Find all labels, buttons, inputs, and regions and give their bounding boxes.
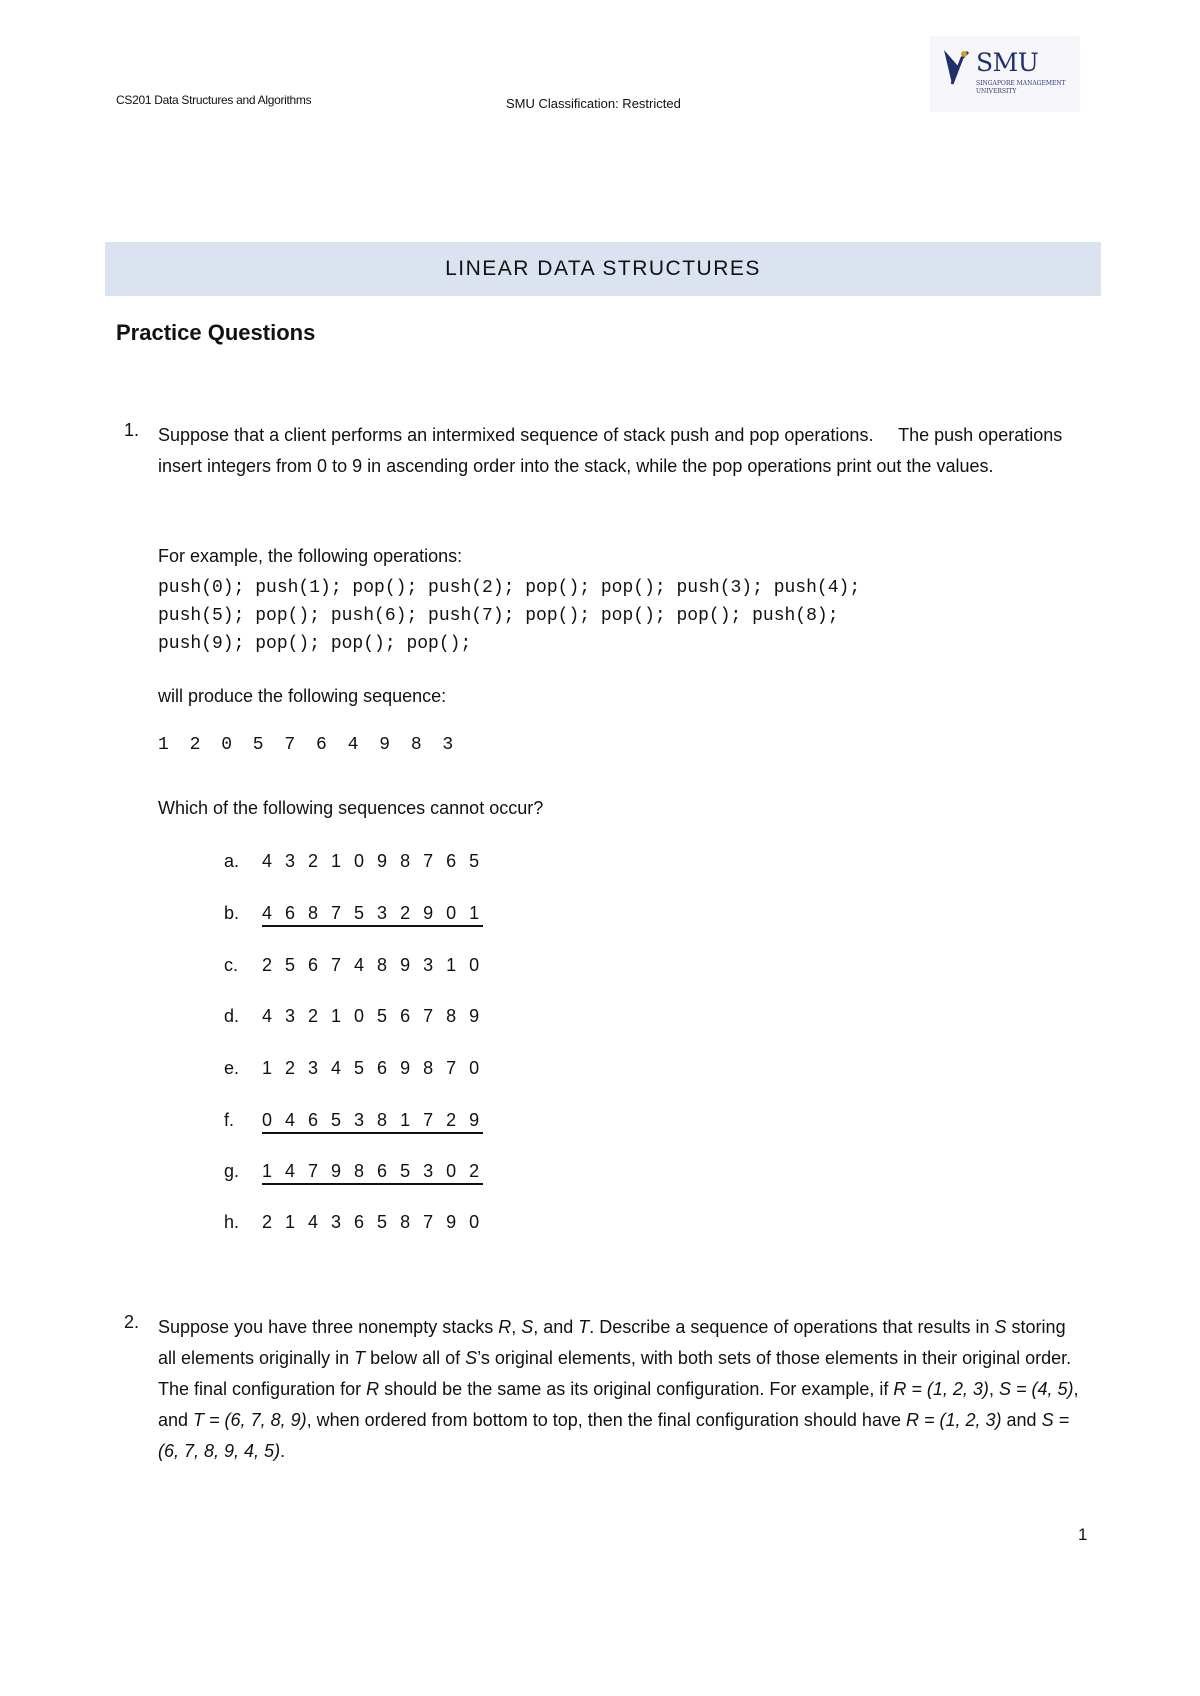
option-sequence: 4 3 2 1 0 5 6 7 8 9 bbox=[262, 1006, 484, 1026]
option-letter: g. bbox=[224, 1161, 240, 1181]
option-letter: d. bbox=[224, 1006, 240, 1026]
example-sequence: 1 2 0 5 7 6 4 9 8 3 bbox=[158, 735, 459, 755]
option-sequence: 2 1 4 3 6 5 8 7 9 0 bbox=[262, 1212, 484, 1232]
option-letter: c. bbox=[224, 955, 239, 975]
header-course: CS201 Data Structures and Algorithms bbox=[116, 93, 312, 107]
option-sequence-underlined: 0 4 6 5 3 8 1 7 2 9 bbox=[262, 1110, 483, 1134]
code-block bbox=[158, 574, 860, 658]
smu-logo bbox=[930, 36, 1080, 112]
option-c bbox=[224, 955, 483, 976]
question-prompt: Which of the following sequences cannot occur? bbox=[158, 798, 544, 818]
option-sequence: 1 2 3 4 5 6 9 8 7 0 bbox=[262, 1058, 484, 1078]
section-title: Practice Questions bbox=[116, 320, 316, 345]
document-title: LINEAR DATA STRUCTURES bbox=[105, 242, 1101, 296]
option-a bbox=[224, 851, 483, 872]
question-1-text: Suppose that a client performs an intermixed sequence of stack push and pop operations. The push operations insert integers from 0 to 9 in ascending order into the stack, while the pop operations print out the values. bbox=[158, 425, 1068, 476]
header-classification: SMU Classification: Restricted bbox=[506, 96, 681, 111]
page-number: 1 bbox=[1078, 1525, 1088, 1544]
smu-crest-icon bbox=[938, 44, 974, 96]
option-letter: e. bbox=[224, 1058, 240, 1078]
option-b bbox=[224, 903, 483, 927]
produce-text: will produce the following sequence: bbox=[158, 686, 447, 706]
question-2-number: 2. bbox=[124, 1312, 140, 1332]
option-g bbox=[224, 1161, 483, 1185]
option-e bbox=[224, 1058, 483, 1079]
option-h bbox=[224, 1212, 483, 1233]
option-letter: h. bbox=[224, 1212, 240, 1232]
logo-subtext: SINGAPORE MANAGEMENT UNIVERSITY bbox=[976, 80, 1066, 95]
option-letter: b. bbox=[224, 903, 240, 923]
option-sequence: 4 3 2 1 0 9 8 7 6 5 bbox=[262, 851, 484, 871]
code-line-1: push(0); push(1); pop(); push(2); pop(); pop(); push(3); push(4); bbox=[158, 578, 861, 598]
option-letter: a. bbox=[224, 851, 240, 871]
option-sequence: 2 5 6 7 4 8 9 3 1 0 bbox=[262, 955, 484, 975]
example-intro: For example, the following operations: bbox=[158, 546, 463, 566]
option-d bbox=[224, 1006, 483, 1027]
question-2-text: Suppose you have three nonempty stacks R, S, and T. Describe a sequence of operations that results in S storing all elements originally in T below all of S’s original elements, with both sets of those elements in their original order. The final configuration for R should be the same as its original configuration. For example, if R = (1, 2, 3), S = (4, 5), and T = (6, 7, 8, 9), when ordered from bottom to top, then the final configuration should have R = (1, 2, 3) and S = (6, 7, 8, 9, 4, 5). bbox=[158, 1317, 1079, 1461]
option-f bbox=[224, 1110, 483, 1134]
question-1-number: 1. bbox=[124, 420, 140, 440]
option-sequence-underlined: 1 4 7 9 8 6 5 3 0 2 bbox=[262, 1161, 483, 1185]
code-line-3: push(9); pop(); pop(); pop(); bbox=[158, 634, 472, 654]
option-letter: f. bbox=[224, 1110, 235, 1130]
option-sequence-underlined: 4 6 8 7 5 3 2 9 0 1 bbox=[262, 903, 483, 927]
logo-text: SMU bbox=[976, 48, 1039, 77]
code-line-2: push(5); pop(); push(6); push(7); pop(); pop(); pop(); push(8); bbox=[158, 606, 839, 626]
